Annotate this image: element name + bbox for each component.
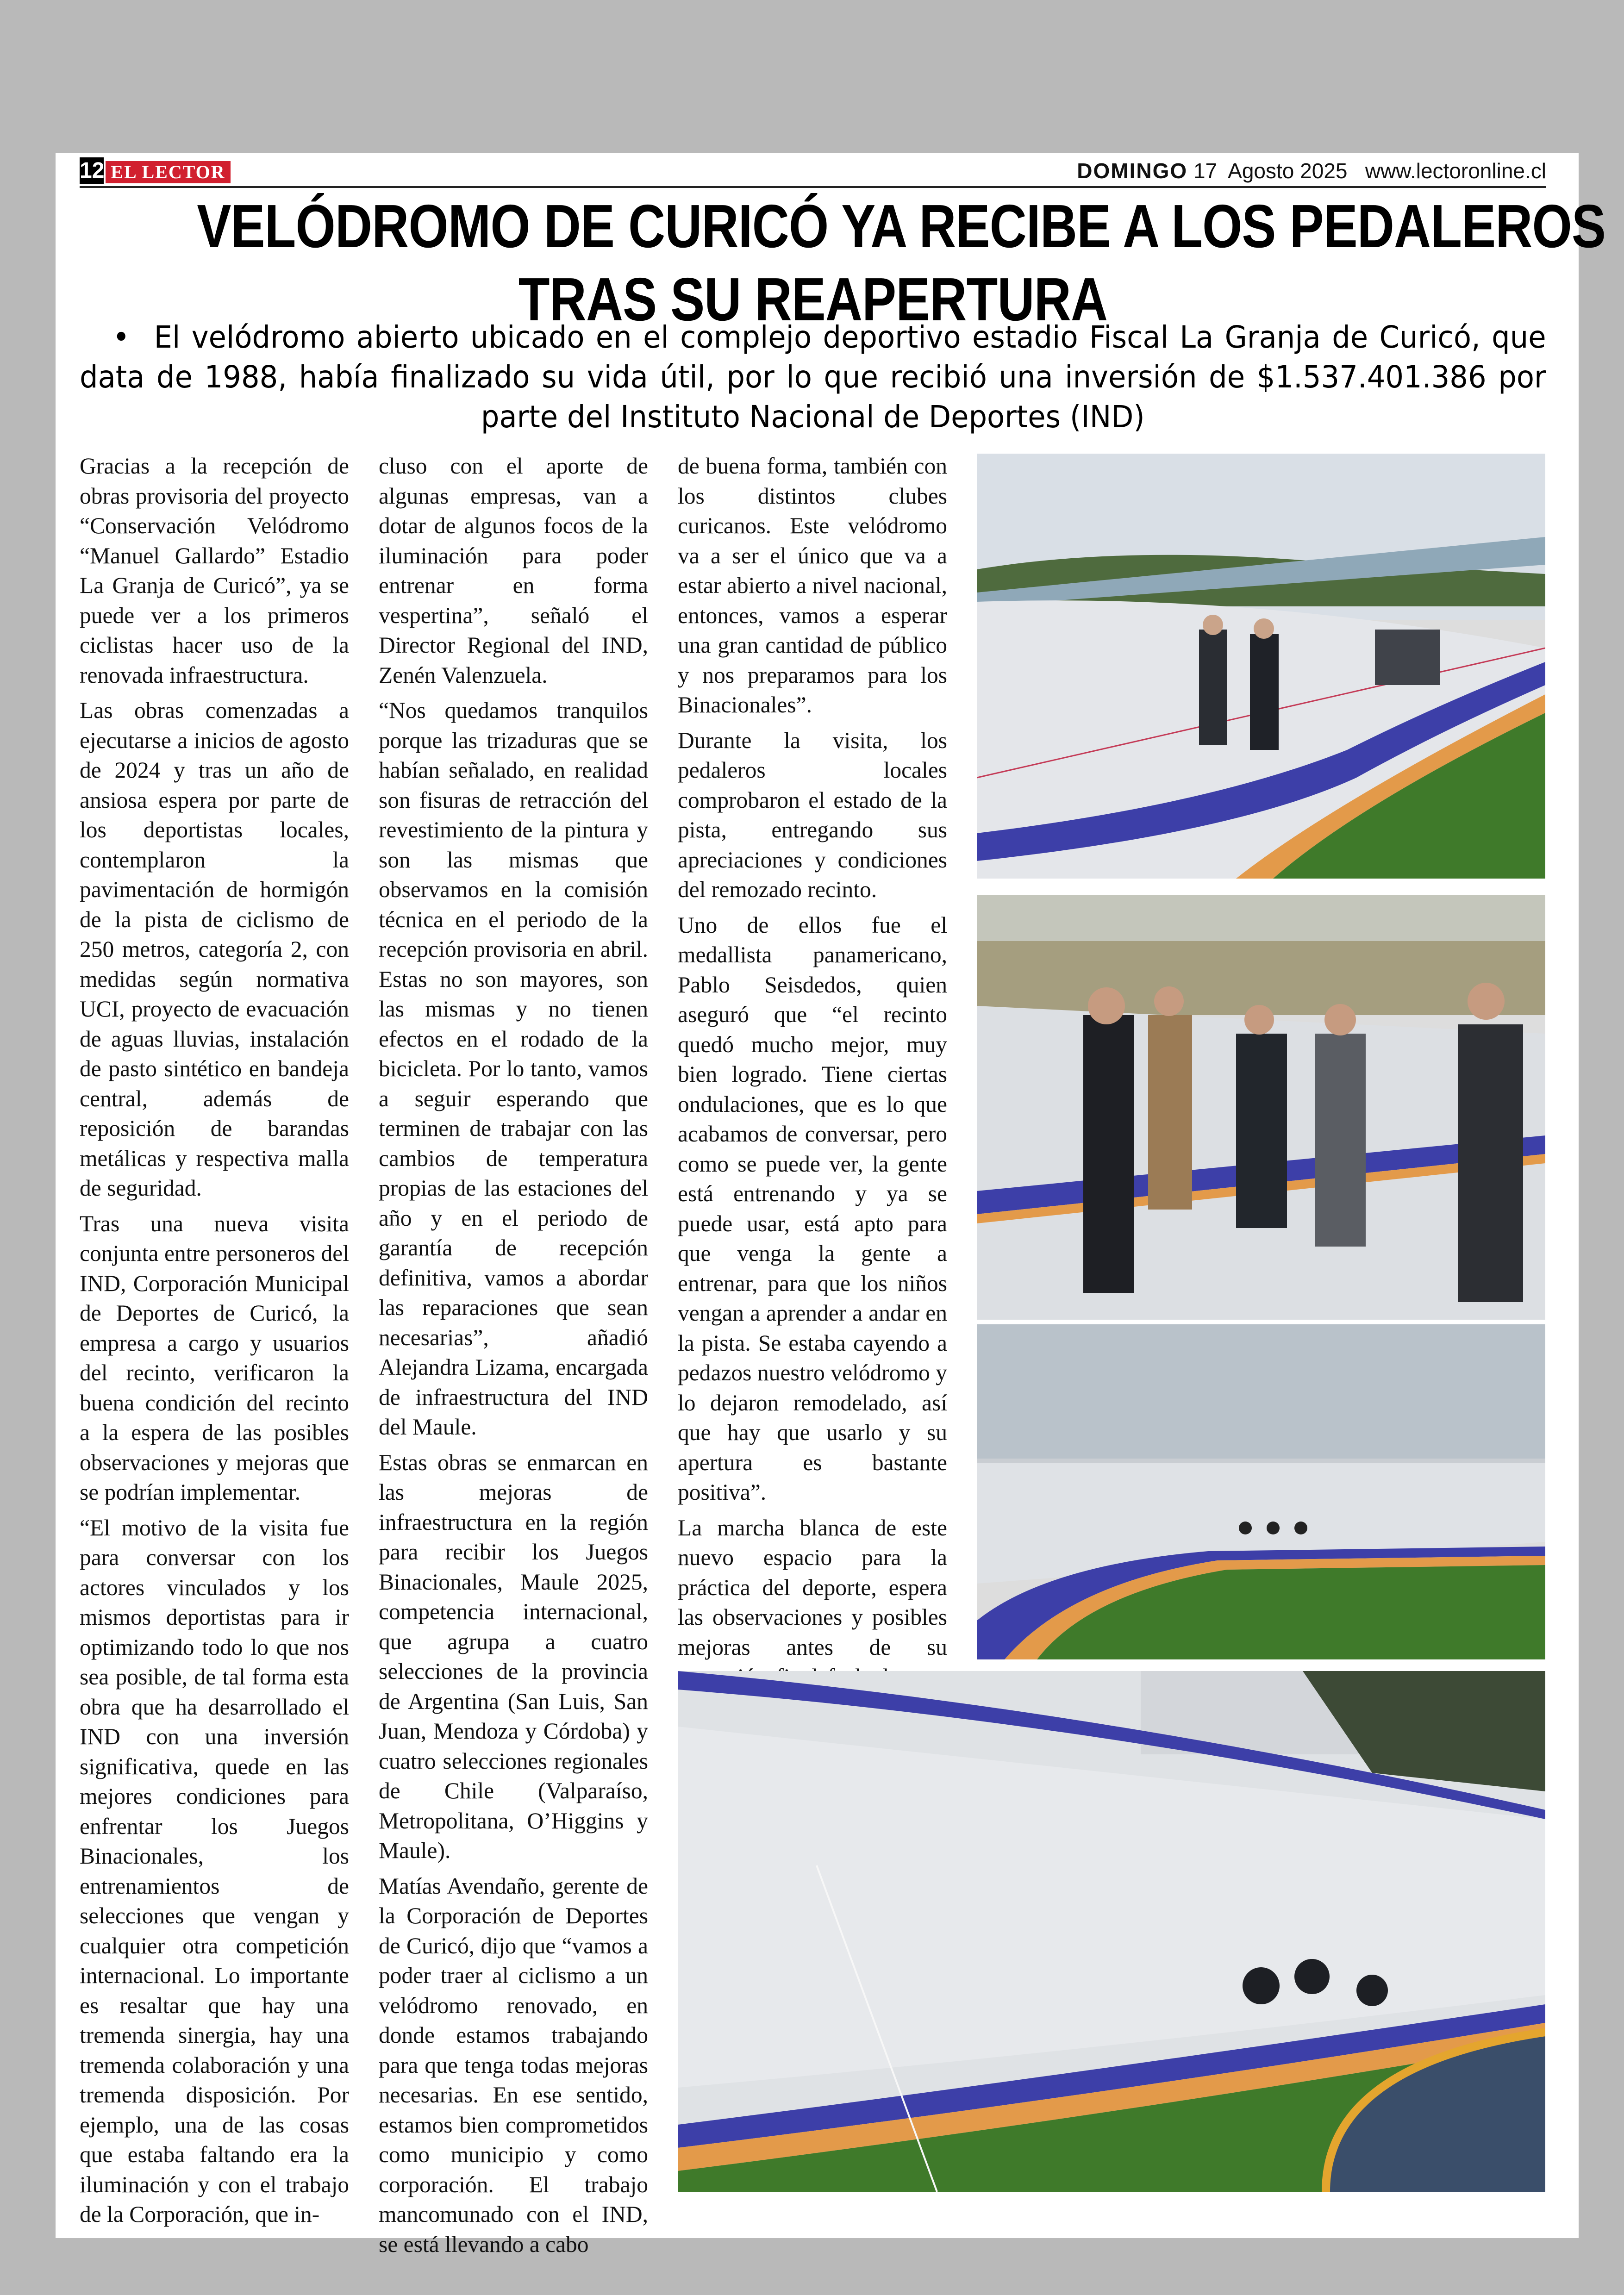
headline [197,181,1606,336]
paragraph: Tras una nueva visita conjunta entre personeros del IND, Corporación Municipal de Deportes de Curicó, la empresa a cargo y usuarios del recinto, verificaron la buena condición del recinto a la espera de las posibles observaciones y mejoras que se podrían implementar. [80,1210,349,1505]
dateline-date: 17 Agosto 2025 [1187,159,1365,183]
dateline-site: www.lectoronline.cl [1365,159,1546,183]
deck-bullet: • [112,319,130,355]
paragraph: “El motivo de la visita fue para conversar con los actores vinculados y los mismos deportistas para ir optimizando todo lo que nos sea posible, de tal forma esta obra que ha desarrollado el IND con una inversión significativa, quede en las mejores condiciones para enfrentar los Juegos Binacionales, los entrenamientos de selecciones que vengan y cualquier otra competición internacional. Lo importante es resaltar que hay una tremenda sinergia, hay una tremenda colaboración y una tremenda disposición. Por ejemplo, una de las cosas que estaba faltando era la iluminación y con el trabajo de la Corporación, que in- [80,1515,349,2227]
photo-group-conversation [977,895,1545,1320]
dateline [1077,158,1546,183]
paragraph: Gracias a la recepción de obras provisoria del proyecto “Conservación Velódromo “Manuel Gallardo” Estadio La Granja de Curicó”, ya se puede ver a los primeros ciclistas hacer uso de la renovada infraestructura. [80,453,349,688]
article-column-2 [379,451,648,2265]
paragraph: Durante la visita, los pedaleros locales comprobaron el estado de la pista, entregando sus apreciaciones y condiciones del remozado recinto. [678,727,947,902]
article-column-1 [80,451,349,2235]
photo-officials-walking-track [977,454,1545,879]
paragraph: de buena forma, también con los distintos clubes curicanos. Este velódromo va a ser el único que va a estar abierto a nivel nacional, entonces, vamos a esperar una gran cantidad de público y nos preparamos para los Binacionales”. [678,453,947,717]
photo-cyclists-distance [977,1324,1545,1659]
newspaper-logo: EL LECTOR [106,161,231,183]
paragraph: La marcha blanca de este nuevo espacio para la práctica del deporte, espera las observaciones y posibles mejoras antes de su [678,1515,947,1660]
paragraph: Matías Avendaño, gerente de la Corporación de Deportes de Curicó, dijo que “vamos a poder traer al ciclismo a un velódromo renovado, en donde estamos trabajando para que tenga todas mejoras necesarias. En ese sentido, estamos bien comprometidos como municipio y como corporación. El trabajo mancomunado con el IND, se está llevando a cabo [379,1873,648,2257]
paragraph: “Nos quedamos tranquilos porque las trizaduras que se habían señalado, en realidad son fisuras de retracción del revestimiento de la pintura y son las mismas que observamos en la comisión técnica en el periodo de la recepción provisoria en abril. Estas no son mayores, son las mismas y no tienen efectos en el rodado de la bicicleta. Por lo tanto, vamos a seguir esperando que terminen de trabajar con las cambios de temperatura propias de las estaciones del año y en el periodo de garantía de recepción definitiva, vamos a abordar las reparaciones que sean necesarias”, añadió Alejandra Lizama, encargada de infraestructura del IND del Maule. [379,698,648,1440]
paragraph: Las obras comenzadas a ejecutarse a inicios de agosto de 2024 y tras un año de ansiosa espera por parte de los deportistas locales, contemplaron la pavimentación de hormigón de la pista de ciclismo de 250 metros, categoría 2, con medidas según normativa UCI, proyecto de evacuación de aguas lluvias, instalación de pasto sintético en bandeja central, además de reposición de barandas metálicas y respectiva malla de seguridad. [80,698,349,1201]
newspaper-page [56,153,1606,2257]
deck-text: El velódromo abierto ubicado en el complejo deportivo estadio Fiscal La Granja de Curicó, que data de 1988, había finalizado su vida útil, por lo que recibió una inversión de $1.537.401.386 por parte del Instituto Nacional de Deportes (IND) [80,319,1546,435]
dateline-day: DOMINGO [1077,159,1188,183]
paragraph: Estas obras se enmarcan en las mejoras de infraestructura en la región para recibir los Juegos Binacionales, Maule 2025, competencia internacional, que agrupa a cuatro selecciones de la provincia de Argentina (San Luis, San Juan, Mendoza y Córdoba) y cuatro selecciones regionales de Chile (Valparaíso, Metropolitana, O’Higgins y Maule). [379,1449,648,1863]
photo-banked-track-cyclists [678,1671,1545,2192]
headline-line-2: TRAS SU REAPERTURA [518,265,1108,333]
deck-summary [80,318,1546,437]
article-column-3 [678,451,947,1727]
paragraph: Uno de ellos fue el medallista panamericano, Pablo Seisdedos, quien aseguró que “el recinto quedó mucho mejor, muy bien logrado. Tiene ciertas ondulaciones, que es lo que acabamos de conversar, pero como se puede ver, la gente está entrenando y ya se puede usar, está apto para que venga la gente a entrenar, para que los niños vengan a aprender a andar en la pista. Se estaba cayendo a pedazos nuestro velódromo y lo dejaron remodelado, así que hay que usarlo y su apertura es bastante positiva”. [678,912,947,1505]
page-number: 12 [80,157,104,184]
headline-line-1: VELÓDROMO DE CURICÓ YA RECIBE A LOS PEDALEROS [197,192,1606,260]
paragraph: cluso con el aporte de algunas empresas, van a dotar de algunos focos de la iluminación para poder entrenar en forma vespertina”, señaló el Director Regional del IND, Zenén Valenzuela. [379,453,648,688]
